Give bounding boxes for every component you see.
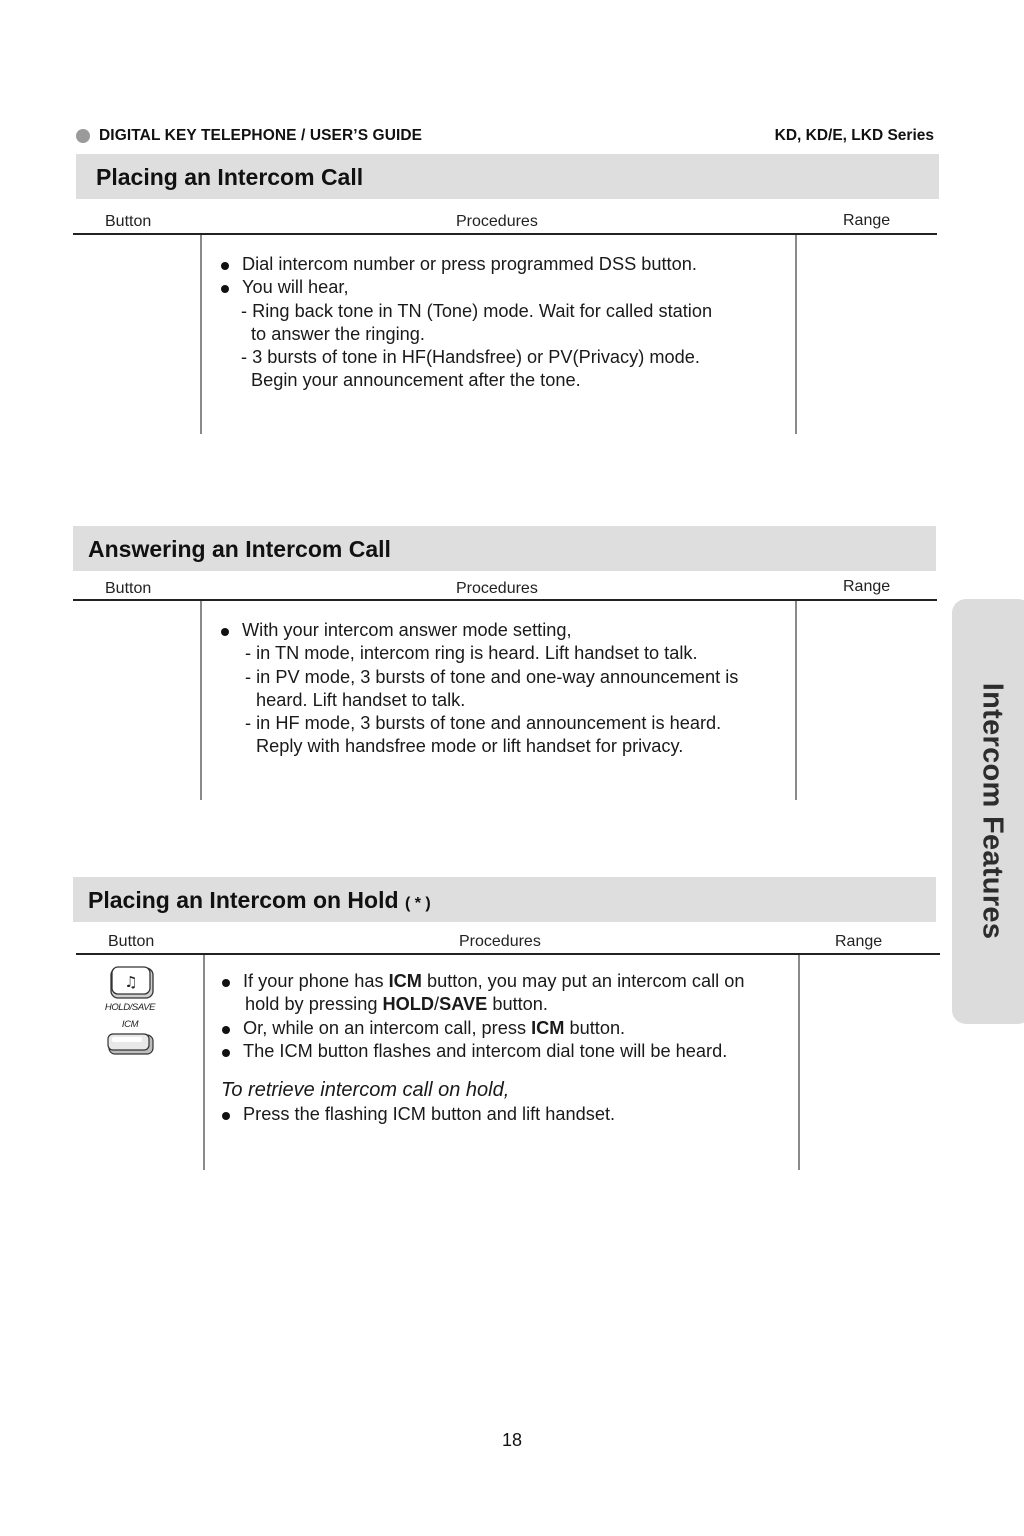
text: button. bbox=[487, 994, 548, 1015]
list-item: Begin your announcement after the tone. bbox=[251, 370, 581, 391]
column-header-button: Button bbox=[105, 213, 152, 230]
section-title-bar bbox=[73, 526, 936, 571]
section-title bbox=[88, 887, 431, 914]
header-divider bbox=[76, 953, 940, 955]
text: If your phone has bbox=[243, 971, 389, 991]
column-header-range: Range bbox=[835, 933, 883, 950]
text: Or, while on an intercom call, press bbox=[243, 1017, 532, 1038]
column-divider bbox=[795, 235, 797, 434]
list-item: Dial intercom number or press programmed DSS button. bbox=[219, 253, 712, 276]
guide-title: DIGITAL KEY TELEPHONE / USER’S GUIDE bbox=[99, 127, 423, 144]
column-divider bbox=[798, 955, 800, 1170]
column-divider bbox=[200, 235, 202, 434]
list-item: - in PV mode, 3 bursts of tone and one-way announcement is bbox=[245, 666, 739, 687]
series-label: KD, KD/E, LKD Series bbox=[774, 127, 934, 144]
hold-save-button-icon bbox=[106, 966, 154, 1004]
list-item: - in TN mode, intercom ring is heard. Lift handset to talk. bbox=[245, 643, 698, 664]
column-divider bbox=[200, 601, 202, 800]
column-header-procedures: Procedures bbox=[456, 580, 538, 597]
list-item: The ICM button flashes and intercom dial tone will be heard. bbox=[220, 1040, 744, 1063]
text: hold by pressing bbox=[245, 994, 383, 1015]
key-name: SAVE bbox=[439, 994, 488, 1015]
section-title-bar bbox=[76, 154, 939, 199]
list-item: Press the flashing ICM button and lift handset. bbox=[220, 1103, 744, 1126]
icm-button-icon bbox=[106, 1032, 154, 1056]
key-name: HOLD bbox=[382, 994, 435, 1015]
section-title: Placing an Intercom Call bbox=[96, 164, 364, 190]
text: button. bbox=[564, 1017, 626, 1038]
column-header-range: Range bbox=[843, 578, 891, 595]
column-header-button: Button bbox=[108, 933, 155, 950]
header-divider bbox=[73, 233, 937, 235]
chapter-tab-label-wrap bbox=[952, 599, 1024, 1024]
chapter-tab bbox=[952, 599, 1024, 1024]
key-name: ICM bbox=[388, 971, 422, 991]
procedure-text bbox=[219, 619, 738, 759]
list-item: - 3 bursts of tone in HF(Handsfree) or PV(Privacy) mode. bbox=[241, 347, 700, 368]
list-item bbox=[220, 993, 744, 1016]
page-number: 18 bbox=[501, 1430, 523, 1450]
key-name: ICM bbox=[531, 1017, 565, 1038]
list-item bbox=[220, 1017, 744, 1040]
column-header-procedures: Procedures bbox=[459, 933, 541, 950]
text: button, you may put an intercom call on bbox=[421, 971, 745, 991]
chapter-tab-label: Intercom Features bbox=[976, 682, 1009, 940]
retrieve-heading: To retrieve intercom call on hold, bbox=[221, 1079, 510, 1102]
section-title-bar bbox=[73, 877, 936, 922]
list-item: Reply with handsfree mode or lift handset for privacy. bbox=[256, 736, 684, 757]
button-illustrations bbox=[106, 966, 154, 1056]
section-title-text: Placing an Intercom on Hold bbox=[88, 887, 399, 913]
list-item: You will hear, bbox=[219, 276, 712, 299]
optional-feature-marker: ( * ) bbox=[404, 895, 431, 912]
hold-save-label: HOLD/SAVE bbox=[104, 1002, 156, 1013]
column-divider bbox=[203, 955, 205, 1170]
list-item bbox=[220, 970, 744, 993]
list-item: heard. Lift handset to talk. bbox=[256, 689, 466, 710]
list-item: to answer the ringing. bbox=[251, 323, 425, 344]
list-item: - in HF mode, 3 bursts of tone and announcement is heard. bbox=[245, 713, 722, 734]
header-bullet-icon bbox=[76, 129, 90, 143]
procedure-text bbox=[220, 970, 744, 1127]
column-header-button: Button bbox=[105, 580, 152, 597]
list-item: With your intercom answer mode setting, bbox=[219, 619, 738, 642]
column-header-range: Range bbox=[843, 212, 891, 229]
column-divider bbox=[795, 601, 797, 800]
section-title: Answering an Intercom Call bbox=[88, 536, 391, 562]
icm-label: ICM bbox=[121, 1019, 139, 1030]
list-item: - Ring back tone in TN (Tone) mode. Wait for called station bbox=[241, 300, 713, 321]
procedure-text bbox=[219, 253, 712, 393]
text: / bbox=[434, 994, 440, 1015]
column-header-procedures: Procedures bbox=[456, 213, 538, 230]
svg-text:♫: ♫ bbox=[124, 973, 138, 991]
header-divider bbox=[73, 599, 937, 601]
spacer bbox=[220, 1063, 744, 1079]
